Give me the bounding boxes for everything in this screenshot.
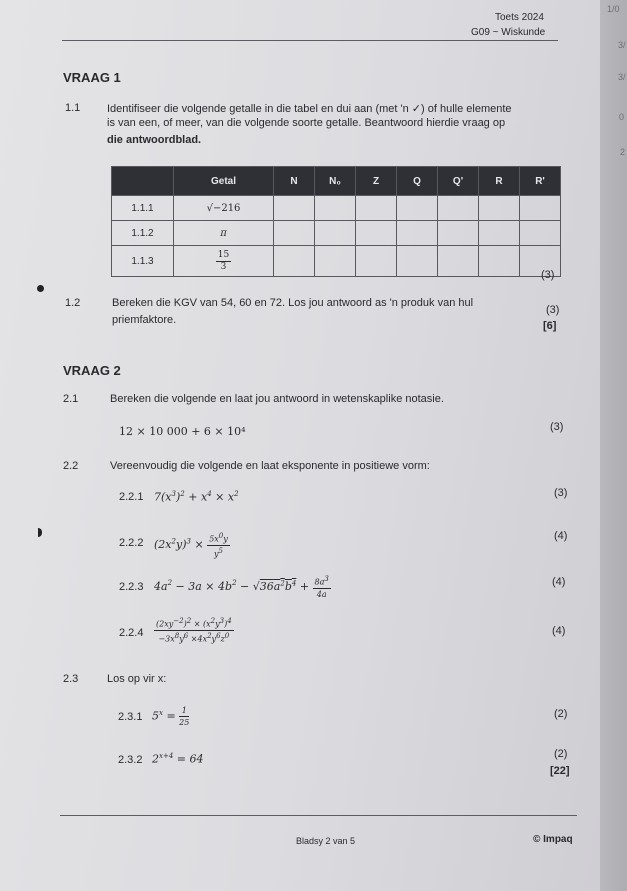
question-text: is van een, of meer, van die volgende soorte getalle. Beantwoord hierdie vraag op: [107, 117, 506, 129]
table-header-cell: N: [274, 167, 315, 196]
margin-fragment: 2: [620, 147, 626, 157]
question-text: Los op vir x:: [107, 673, 167, 685]
answer-cell[interactable]: [315, 196, 356, 221]
question-1-heading: VRAAG 1: [63, 70, 121, 85]
sub-question-number: 2.2.4: [119, 627, 144, 639]
answer-cell[interactable]: [438, 196, 479, 221]
marks-label: (4): [554, 530, 568, 542]
pi-symbol: π: [220, 227, 227, 239]
question-2-heading: VRAAG 2: [63, 363, 121, 378]
marks-label: (4): [552, 625, 566, 637]
fraction-denominator: 3: [220, 261, 227, 272]
margin-fragment: 3/: [618, 72, 626, 82]
answer-cell[interactable]: [438, 221, 479, 246]
answer-cell[interactable]: [479, 196, 520, 221]
sub-question-number: 2.2.3: [119, 581, 144, 593]
row-label: 1.1.2: [112, 221, 174, 246]
marks-label: (3): [546, 304, 560, 316]
marks-label: (3): [541, 269, 555, 281]
table-row: [112, 246, 561, 277]
question-number: 2.2: [63, 460, 79, 472]
answer-cell[interactable]: [520, 196, 561, 221]
question-text: priemfaktore.: [112, 314, 177, 326]
table-header-cell: Q: [397, 167, 438, 196]
table-header-cell: R: [479, 167, 520, 196]
marks-label: (3): [554, 487, 568, 499]
math-expression: 12 × 10 000 + 6 × 10⁴: [119, 425, 246, 438]
number-classification-table: [111, 166, 561, 277]
question-number: 1.1: [65, 102, 81, 114]
row-number: [174, 246, 274, 277]
table-header-cell: N₀: [315, 167, 356, 196]
row-number: [174, 221, 274, 246]
marks-label: (2): [554, 748, 568, 760]
answer-cell[interactable]: [356, 221, 397, 246]
marks-label: (4): [552, 576, 566, 588]
sub-question-number: 2.3.2: [118, 754, 143, 766]
row-label: 1.1.3: [112, 246, 174, 277]
row-number: [174, 196, 274, 221]
math-expression: $5^x$ = $\frac{1}{25}$: [152, 706, 190, 727]
question-text: Vereenvoudig die volgende en laat eksponente in positiewe vorm:: [110, 460, 430, 472]
math-expression: $4a^2 - 3a \times 4b^2 - √36a^2b^4$ + $\frac{8a^3}{4a}$: [154, 575, 329, 599]
copyright: © Impaq: [533, 834, 573, 845]
sqrt-expression: √−216: [206, 202, 241, 214]
answer-cell[interactable]: [356, 196, 397, 221]
answer-cell[interactable]: [356, 246, 397, 277]
answer-cell[interactable]: [520, 221, 561, 246]
header-subtitle: G09 ~ Wiskunde: [471, 27, 546, 38]
table-row: [112, 196, 561, 221]
math-expression: $\frac{(2xy^{-2})^2 \times (x^2y^3)^4}{-3x^8y^6 \times 4x^2y^6z^0}$: [156, 617, 232, 644]
answer-cell[interactable]: [397, 196, 438, 221]
section-total: [22]: [550, 765, 570, 777]
question-text: Bereken die KGV van 54, 60 en 72. Los jou antwoord as 'n produk van hul: [112, 297, 474, 309]
answer-cell[interactable]: [274, 246, 315, 277]
math-expression: $7(x^3)^2 + x^4 \times x^2$: [154, 490, 239, 504]
answer-cell[interactable]: [315, 221, 356, 246]
question-number: 2.3: [63, 673, 79, 685]
answer-cell[interactable]: [479, 221, 520, 246]
marks-label: (3): [550, 421, 564, 433]
margin-fragment: 1/0: [607, 4, 620, 14]
header-title: Toets 2024: [495, 12, 544, 23]
answer-cell[interactable]: [274, 196, 315, 221]
answer-cell[interactable]: [438, 246, 479, 277]
footer-rule: [60, 815, 577, 816]
question-number: 2.1: [63, 393, 79, 405]
marks-label: (2): [554, 708, 568, 720]
page-number: Bladsy 2 van 5: [296, 836, 356, 846]
header-rule: [62, 40, 558, 41]
sub-question-number: 2.3.1: [118, 711, 143, 723]
question-text: Bereken die volgende en laat jou antwoord in wetenskaplike notasie.: [110, 393, 444, 405]
answer-cell[interactable]: [397, 221, 438, 246]
answer-cell[interactable]: [274, 221, 315, 246]
section-total: [6]: [543, 320, 557, 332]
punch-hole: [37, 285, 44, 292]
margin-fragment: 3/: [618, 40, 626, 50]
table-header-cell: Z: [356, 167, 397, 196]
math-expression: $2^{x+4} = 64$: [152, 752, 204, 766]
table-header-cell: R': [520, 167, 561, 196]
answer-cell[interactable]: [397, 246, 438, 277]
table-header-row: [112, 167, 561, 196]
row-label: 1.1.1: [112, 196, 174, 221]
question-text: die antwoordblad.: [107, 134, 202, 146]
answer-cell[interactable]: [479, 246, 520, 277]
table-header-cell: Getal: [174, 167, 274, 196]
answer-cell[interactable]: [315, 246, 356, 277]
adjacent-page-edge: [600, 0, 627, 891]
table-header-cell: [112, 167, 174, 196]
fraction: [216, 250, 231, 273]
math-expression: $(2x^2y)^3$ × $\frac{5x^0y}{y^5}$: [154, 532, 228, 559]
question-text: Identifiseer die volgende getalle in die tabel en dui aan (met 'n ✓) of hulle elemente: [107, 103, 512, 115]
table-header-cell: Q': [438, 167, 479, 196]
fraction-numerator: 15: [217, 249, 230, 260]
margin-fragment: 0: [619, 112, 625, 122]
sub-question-number: 2.2.2: [119, 537, 144, 549]
sub-question-number: 2.2.1: [119, 491, 144, 503]
question-number: 1.2: [65, 297, 81, 309]
table-row: [112, 221, 561, 246]
